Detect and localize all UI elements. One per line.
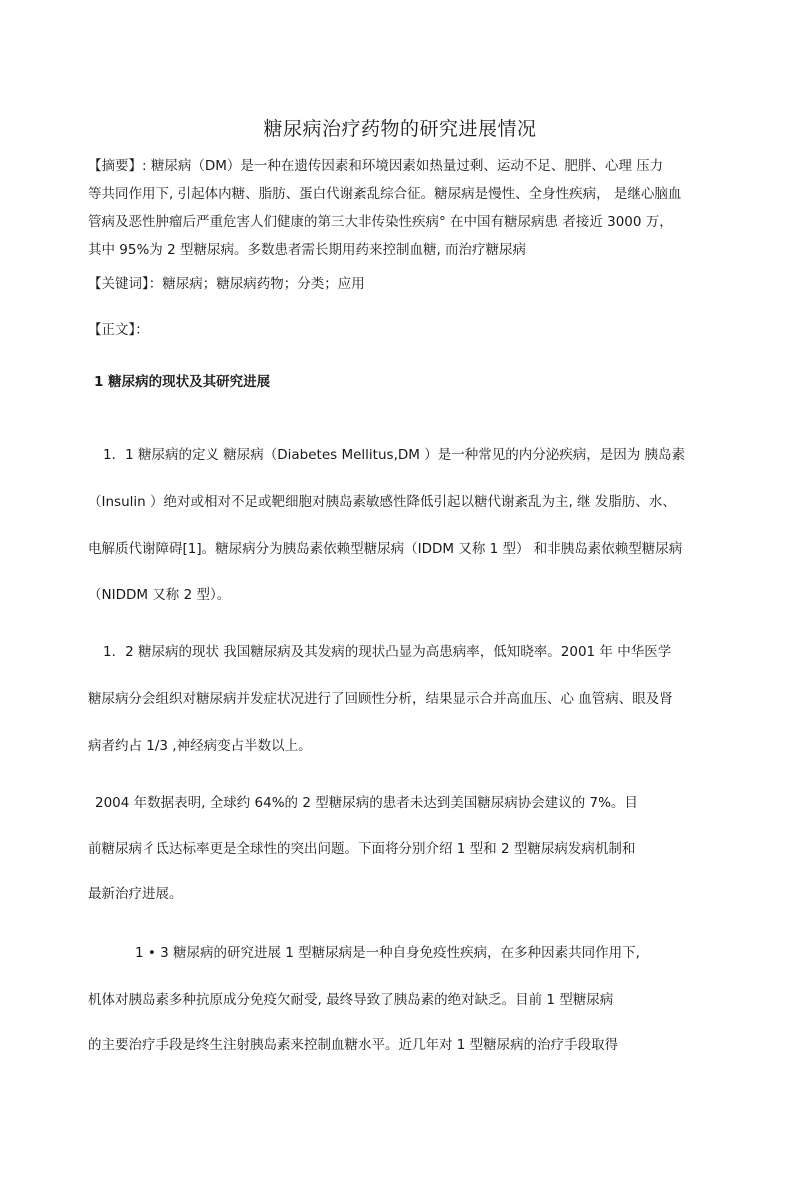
body-label: 【正文】：	[88, 322, 149, 338]
paragraph-line: 糖尿病分会组织对糖尿病并发症状况进行了回顾性分析，结果显示合并高血压、心 血管病、眼及肾	[88, 691, 673, 707]
paragraph-line: 机体对胰岛素多种抗原成分免疫欠耐受, 最终导致了胰岛素的绝对缺乏。目前 1 型糖尿病	[88, 992, 614, 1008]
paragraph-line: 1．1 糖尿病的定义 糖尿病（Diabetes Mellitus,DM ）是一种常见的内分泌疾病，是因为 胰岛素	[103, 447, 685, 463]
paragraph-line: 最新治疗进展。	[88, 886, 183, 902]
document-title: 糖尿病治疗药物的研究进展情况	[263, 118, 537, 140]
abstract-block	[88, 152, 718, 264]
paragraph-line: 前糖尿病彳氐达标率更是全球性的突出问题。下面将分别介绍 1 型和 2 型糖尿病发病机制和	[88, 841, 636, 857]
section-heading: 1 糖尿病的现状及其研究进展	[94, 374, 271, 390]
paragraph-line: 病者约占 1/3 ,神经病变占半数以上。	[88, 738, 312, 754]
paragraph-line: （Insulin ）绝对或相对不足或靶细胞对胰岛素敏感性降低引起以糖代谢紊乱为主, 继 发脂肪、水、	[88, 494, 676, 510]
paragraph-line: 2004 年数据表明, 全球约 64%的 2 型糖尿病的患者未达到美国糖尿病协会建议的 7%。目	[95, 795, 638, 811]
abstract-line: 管病及恶性肿瘤后严重危害人们健康的第三大非传染性疾病° 在中国有糖尿病患 者接近 3000 万，	[88, 214, 673, 230]
paragraph-line: 的主要治疗手段是终生注射胰岛素来控制血糖水平。近几年对 1 型糖尿病的治疗手段取得	[88, 1037, 619, 1053]
abstract-line: 其中 95%为 2 型糖尿病。多数患者需长期用药来控制血糖, 而治疗糖尿病	[88, 242, 527, 258]
paragraph-line: 1 • 3 糖尿病的研究进展 1 型糖尿病是一种自身免疫性疾病，在多种因素共同作用下,	[135, 945, 640, 961]
paragraph-line: 1．2 糖尿病的现状 我国糖尿病及其发病的现状凸显为高患病率，低知晓率。2001 年 中华医学	[103, 644, 672, 660]
keywords-line: 【关键词】：糖尿病；糖尿病药物；分类；应用	[88, 276, 365, 292]
abstract-line: 【摘要】: 糖尿病（DM）是一种在遗传因素和环境因素如热量过剩、运动不足、肥胖、心理 压力	[88, 158, 664, 174]
abstract-line: 等共同作用下, 引起体内糖、脂肪、蛋白代谢紊乱综合征。糖尿病是慢性、全身性疾病， 是继心脑血	[88, 186, 682, 202]
paragraph-line: 电解质代谢障碍[1]。糖尿病分为胰岛素依赖型糖尿病（IDDM 又称 1 型） 和非胰岛素依赖型糖尿病	[88, 541, 683, 557]
paragraph-line: （NIDDM 又称 2 型）。	[88, 587, 231, 603]
